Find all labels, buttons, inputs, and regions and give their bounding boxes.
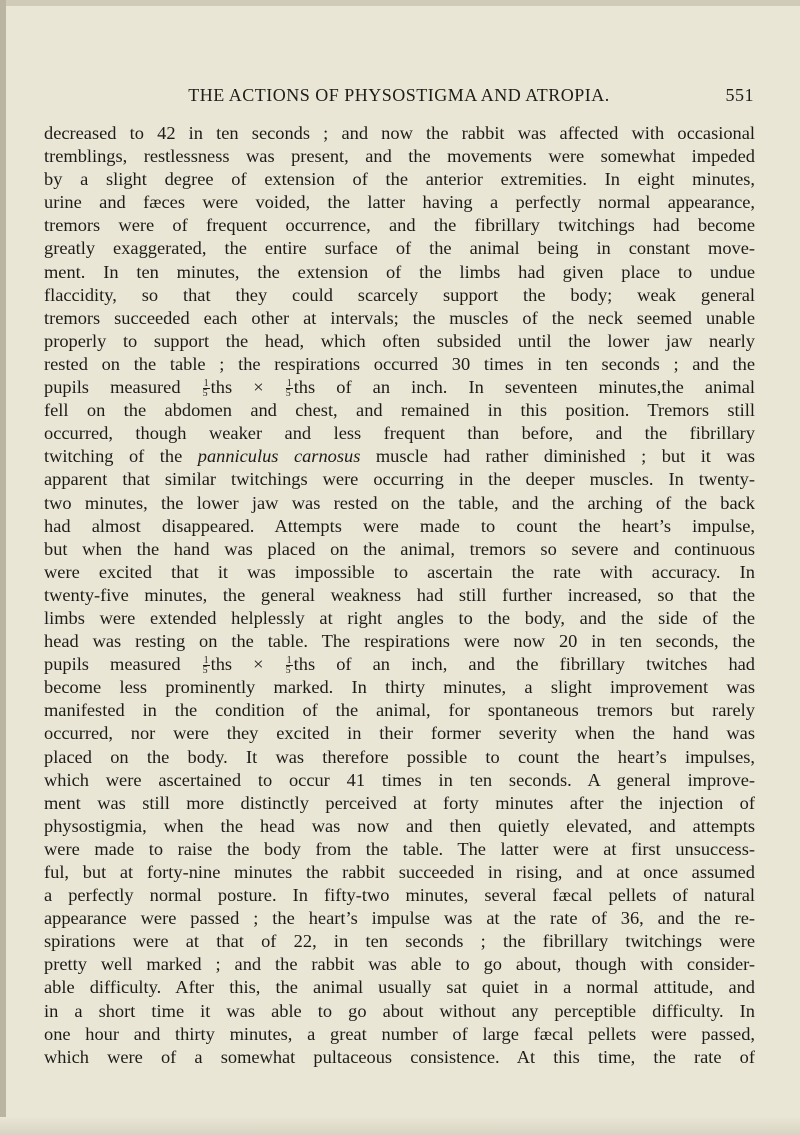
page-edge-left: [0, 0, 6, 1135]
fraction-denominator: 5: [285, 665, 291, 677]
fraction-denominator: 5: [202, 388, 208, 400]
text-line: rested on the table ; the respirations occurred 30 times in ten seconds ; and the: [44, 353, 755, 374]
page-edge-bottom: [0, 1117, 800, 1135]
fraction-denominator: 5: [202, 665, 208, 677]
text-line: head was resting on the table. The respirations were now 20 in ten seconds, the: [44, 631, 755, 652]
text-line: flaccidity, so that they could scarcely support the body; weak general: [44, 284, 755, 305]
text-line: fell on the abdomen and chest, and remained in this position. Tremors still: [44, 400, 755, 421]
text-line: occurred, nor were they excited in their former severity when the hand was: [44, 723, 755, 744]
line-segment: twitching of the: [44, 446, 183, 467]
text-line: pretty well marked ; and the rabbit was able to go about, though with consider-: [44, 954, 755, 975]
fraction-denominator: 5: [285, 388, 291, 400]
text-line: tremors were of frequent occurrence, and the fibrillary twitchings had become: [44, 215, 755, 236]
text-line-pupils-2: [44, 653, 755, 676]
text-line: ful, but at forty-nine minutes the rabbit succeeded in rising, and at once assumed: [44, 862, 755, 882]
line-segment: pupils measured: [44, 377, 181, 398]
line-segment: ths ×: [210, 654, 264, 675]
text-line: properly to support the head, which often subsided until the lower jaw nearly: [44, 330, 755, 351]
fraction-one-fifth: [286, 379, 293, 398]
fraction-numerator: 1: [203, 378, 209, 390]
italic-term: panniculus carnosus: [197, 446, 361, 467]
line-segment: pupils measured: [44, 654, 181, 675]
running-header: [44, 85, 754, 115]
fraction-one-fifth: [203, 656, 210, 675]
text-line: a perfectly normal posture. In fifty-two minutes, several fæcal pellets of natural: [44, 885, 755, 906]
text-line-panniculus: [44, 445, 755, 468]
text-line: apparent that similar twitchings were occurring in the deeper muscles. In twenty-: [44, 469, 755, 490]
fraction-numerator: 1: [203, 655, 209, 667]
body-text: [44, 122, 755, 1069]
page-number: 551: [725, 85, 754, 105]
text-line: manifested in the condition of the animal, for spontaneous tremors but rarely: [44, 700, 755, 721]
line-segment: ths of an inch. In seventeen minutes,the animal: [293, 377, 755, 398]
page-edge-top: [0, 0, 800, 6]
text-line: twenty-five minutes, the general weakness had still further increased, so that the: [44, 584, 755, 605]
text-line: ment was still more distinctly perceived at forty minutes after the injection of: [44, 792, 755, 813]
text-line: occurred, though weaker and less frequent than before, and the fibrillary: [44, 423, 755, 444]
text-line: spirations were at that of 22, in ten seconds ; the fibrillary twitchings were: [44, 931, 755, 952]
text-line-pupils-1: [44, 376, 755, 399]
fraction-numerator: 1: [286, 655, 292, 667]
text-line: by a slight degree of extension of the anterior extremities. In eight minutes,: [44, 169, 755, 190]
line-segment: ths of an inch, and the fibrillary twitches had: [293, 654, 755, 675]
text-line: which were of a somewhat pultaceous consistence. At this time, the rate of: [44, 1046, 755, 1067]
text-line: become less prominently marked. In thirty minutes, a slight improvement was: [44, 677, 755, 698]
text-line: greatly exaggerated, the entire surface of the animal being in constant move-: [44, 238, 755, 259]
text-line: able difficulty. After this, the animal usually sat quiet in a normal attitude, and: [44, 977, 755, 998]
text-line: in a short time it was able to go about without any perceptible difficulty. In: [44, 1000, 755, 1021]
fraction-one-fifth: [286, 656, 293, 675]
text-line: two minutes, the lower jaw was rested on the table, and the arching of the back: [44, 492, 755, 513]
text-line: physostigmia, when the head was now and then quietly elevated, and attempts: [44, 815, 755, 836]
fraction-numerator: 1: [286, 378, 292, 390]
text-line: were made to raise the body from the table. The latter were at first unsuccess-: [44, 838, 755, 859]
running-title: THE ACTIONS OF PHYSOSTIGMA AND ATROPIA.: [188, 85, 610, 105]
text-line: one hour and thirty minutes, a great number of large fæcal pellets were passed,: [44, 1023, 755, 1044]
text-line: decreased to 42 in ten seconds ; and now the rabbit was affected with occasional: [44, 123, 755, 143]
text-line: ment. In ten minutes, the extension of the limbs had given place to undue: [44, 261, 755, 282]
text-line: appearance were passed ; the heart’s impulse was at the rate of 36, and the re-: [44, 908, 755, 929]
text-line: were excited that it was impossible to ascertain the rate with accuracy. In: [44, 561, 755, 582]
line-segment: muscle had rather diminished ; but it was: [375, 446, 755, 467]
text-line: urine and fæces were voided, the latter having a perfectly normal appearance,: [44, 192, 755, 213]
text-line: placed on the body. It was therefore possible to count the heart’s impulses,: [44, 746, 755, 767]
text-line: had almost disappeared. Attempts were made to count the heart’s impulse,: [44, 515, 755, 536]
text-line: which were ascertained to occur 41 times in ten seconds. A general improve-: [44, 769, 755, 790]
text-line: tremblings, restlessness was present, and the movements were somewhat impeded: [44, 146, 755, 167]
text-line: but when the hand was placed on the animal, tremors so severe and continuous: [44, 538, 755, 559]
text-line: tremors succeeded each other at intervals; the muscles of the neck seemed unable: [44, 307, 755, 328]
line-segment: ths ×: [210, 377, 264, 398]
fraction-one-fifth: [203, 379, 210, 398]
text-line: limbs were extended helplessly at right angles to the body, and the side of the: [44, 607, 755, 628]
